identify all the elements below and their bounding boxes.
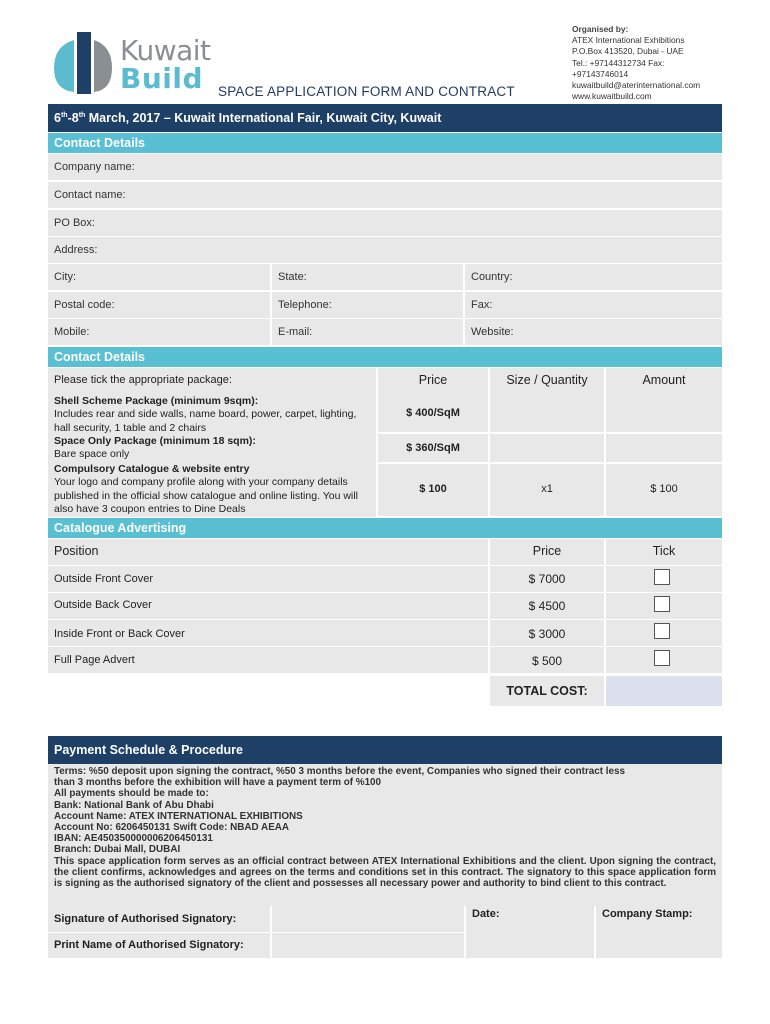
contact-name-row (48, 182, 722, 208)
space-only-package[interactable] (48, 435, 376, 463)
catalogue-entry-desc: Your logo and company profile along with your company details published in the official show catalogue and online listing. You will also have 3 coupon entries to Dine Deals (54, 476, 358, 516)
shell-scheme-name: Shell Scheme Package (minimum 9sqm): (54, 395, 259, 407)
account-number: Account No: 6206450131 Swift Code: NBAD AEAA (54, 822, 290, 834)
event-day-start: 6 (54, 111, 61, 125)
mobile-field[interactable]: Mobile: (48, 319, 270, 345)
po-box-field[interactable]: PO Box: (48, 210, 722, 236)
form-title: SPACE APPLICATION FORM AND CONTRACT (218, 84, 515, 99)
shell-scheme-price: $ 400/SqM (378, 394, 488, 432)
organiser-line: ATEX International Exhibitions (572, 35, 685, 46)
outside-back-cover-checkbox[interactable] (654, 596, 670, 612)
address-row (48, 237, 722, 263)
company-row (48, 154, 722, 180)
payment-header: Payment Schedule & Procedure (48, 736, 722, 764)
signature-field[interactable] (272, 906, 464, 932)
tick-col-header: Tick (606, 539, 722, 565)
packages-header: Contact Details (48, 347, 722, 367)
bank-name: Bank: National Bank of Abu Dhabi (54, 799, 214, 811)
ad-position-label: Full Page Advert (48, 647, 488, 673)
shell-scheme-package[interactable] (48, 394, 376, 435)
space-only-price: $ 360/SqM (378, 434, 488, 462)
price-col-header: Price (378, 368, 488, 394)
catalogue-entry-name: Compulsory Catalogue & website entry (54, 463, 250, 475)
organiser-line: +97143746014 (572, 68, 629, 79)
event-day-end: -8 (67, 111, 79, 125)
company-name-field[interactable]: Company name: (48, 154, 722, 180)
event-sup-start: th (60, 111, 68, 119)
company-stamp-field[interactable]: Company Stamp: (596, 906, 722, 958)
telephone-field[interactable]: Telephone: (272, 292, 463, 318)
payment-line: Terms: %50 deposit upon signing the contract, %50 3 months before the event, Companies who signed their contract less (54, 766, 626, 777)
space-only-desc: Bare space only (54, 448, 130, 461)
account-name: Account Name: ATEX INTERNATIONAL EXHIBITIONS (54, 810, 303, 822)
outside-front-cover-checkbox[interactable] (654, 569, 670, 585)
space-only-size-field[interactable] (490, 434, 604, 462)
kuwait-build-logo-icon (50, 28, 118, 100)
postal-code-field[interactable]: Postal code: (48, 292, 270, 318)
date-field[interactable]: Date: (466, 906, 594, 958)
email-field[interactable]: E-mail: (272, 319, 463, 345)
full-page-advert-checkbox[interactable] (654, 650, 670, 666)
packages-col-label: Please tick the appropriate package: (54, 374, 232, 386)
organiser-email: kuwaitbuild@aterinternational.com (572, 80, 701, 91)
position-col-header: Position (48, 539, 488, 565)
event-details: March, 2017 – Kuwait International Fair, Kuwait City, Kuwait (85, 111, 442, 125)
ad-price-col-header: Price (490, 539, 604, 565)
iban: IBAN: AE450350000006206450131 (54, 833, 213, 845)
catalogue-entry-package[interactable] (48, 463, 376, 517)
print-name-label: Print Name of Authorised Signatory: (48, 933, 270, 958)
logo-wordmark-kuwait: Kuwait (120, 34, 211, 67)
payment-terms (48, 764, 722, 906)
state-field[interactable]: State: (272, 264, 463, 290)
inside-cover-checkbox[interactable] (654, 623, 670, 639)
address-field[interactable]: Address: (48, 237, 722, 263)
ad-price: $ 500 (490, 647, 604, 673)
contact-details-header: Contact Details (48, 133, 722, 153)
space-only-amount-field[interactable] (606, 434, 722, 462)
logo-wordmark-build: Build (120, 62, 204, 95)
ad-price: $ 4500 (490, 593, 604, 619)
size-col-header: Size / Quantity (490, 368, 604, 394)
shell-scheme-amount-field[interactable] (606, 394, 722, 432)
contact-name-field[interactable]: Contact name: (48, 182, 722, 208)
postal-row (48, 292, 722, 318)
catalogue-entry-amount: $ 100 (606, 464, 722, 516)
print-name-field[interactable] (272, 933, 464, 958)
amount-col-header: Amount (606, 368, 722, 394)
city-row (48, 264, 722, 290)
organiser-line: Tel.: +97144312734 Fax: (572, 57, 665, 68)
event-sup-end: th (78, 111, 86, 119)
branch: Branch: Dubai Mall, DUBAI (54, 844, 181, 856)
packages-col-header (48, 368, 376, 394)
mobile-row (48, 319, 722, 345)
po-box-row (48, 210, 722, 236)
organiser-line: P.O.Box 413520, Dubai - UAE (572, 46, 684, 57)
ad-price: $ 7000 (490, 566, 604, 592)
signature-label: Signature of Authorised Signatory: (48, 906, 270, 932)
ad-position-label: Outside Front Cover (48, 566, 488, 592)
city-field[interactable]: City: (48, 264, 270, 290)
space-only-name: Space Only Package (minimum 18 sqm): (54, 435, 256, 447)
catalogue-advertising-header: Catalogue Advertising (48, 518, 722, 538)
country-field[interactable]: Country: (465, 264, 722, 290)
event-dates-bar (48, 104, 722, 132)
organiser-heading: Organised by: (572, 24, 629, 34)
catalogue-entry-qty: x1 (490, 464, 604, 516)
ad-position-label: Outside Back Cover (48, 593, 488, 619)
catalogue-entry-price: $ 100 (378, 464, 488, 516)
total-cost-label: TOTAL COST: (490, 676, 604, 706)
ad-position-label: Inside Front or Back Cover (48, 620, 488, 646)
organiser-website: www.kuwaitbuild.com (572, 91, 652, 102)
ad-price: $ 3000 (490, 620, 604, 646)
payment-line: All payments should be made to: (54, 788, 209, 800)
fax-field[interactable]: Fax: (465, 292, 722, 318)
shell-scheme-desc: Includes rear and side walls, name board, power, carpet, lighting, hall security, 1 table and 2 chairs (54, 408, 357, 434)
organiser-block (572, 24, 700, 102)
shell-scheme-size-field[interactable] (490, 394, 604, 432)
payment-line: than 3 months before the exhibition will have a payment term of %100 (54, 777, 382, 789)
website-field[interactable]: Website: (465, 319, 722, 345)
total-cost-field[interactable] (606, 676, 722, 706)
contract-statement: This space application form serves as an official contract between ATEX International Exhibitions and the client. Upon signing the contract, the client confirms, acknowledges and agrees on the terms and conditions set in this contract. The signatory to this space application form is signing as the authorised signatory of the client and possesses all necessary power and authority to bind client to this contract. (54, 855, 716, 890)
